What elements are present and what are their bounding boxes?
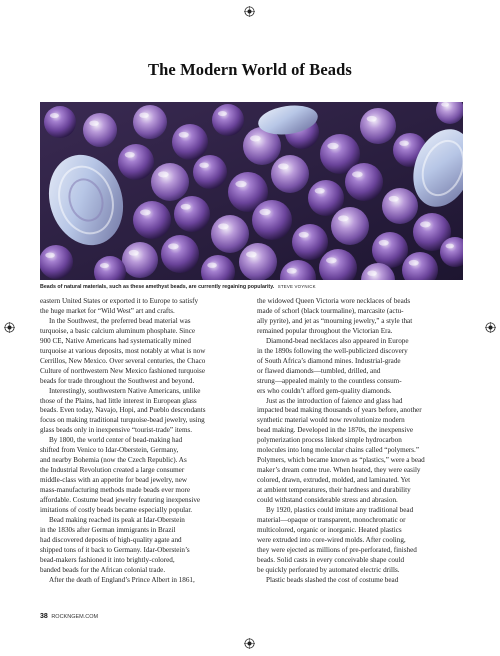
- body-text-line: maker’s dream come true. When heated, they were easily: [257, 466, 421, 475]
- body-text-line: 900 CE, Native Americans had systematically mined: [40, 336, 191, 345]
- registration-mark-icon: [485, 322, 496, 333]
- body-text-line: the huge market for “Wild West” art and crafts.: [40, 306, 175, 315]
- bead-highlight: [420, 221, 431, 227]
- amethyst-bead: [382, 188, 418, 224]
- body-text-line: in the 1890s following the well-publicized discovery: [257, 346, 408, 355]
- body-text-line: imitations of costly beads became especially popular.: [40, 506, 193, 515]
- bead-highlight: [129, 250, 139, 256]
- body-text-line: impacted bead making thousands of years before, another: [257, 406, 422, 415]
- bead-highlight: [218, 223, 229, 229]
- bead-highlight: [326, 257, 337, 263]
- bead-highlight: [259, 209, 270, 215]
- bead-highlight: [367, 270, 377, 275]
- bead-highlight: [327, 143, 338, 149]
- bead-highlight: [367, 116, 377, 122]
- body-text-line: By 1920, plastics could imitate any traditional bead: [266, 506, 414, 515]
- bead-highlight: [338, 215, 349, 221]
- amethyst-bead: [271, 155, 309, 193]
- amethyst-bead: [122, 242, 158, 278]
- body-text-line: polymerization process linked simple hydrocarbon: [257, 436, 402, 445]
- bead-highlight: [100, 263, 109, 268]
- body-text-line: eastern United States or exported it to Europe to satisfy: [40, 297, 199, 305]
- page-footer: [40, 613, 98, 620]
- body-text-line: and nearby Bohemia (now the Czech Republic). As: [40, 456, 187, 465]
- body-text-line: be quickly perforated by automated electric drills.: [257, 565, 400, 574]
- amethyst-bead: [360, 108, 396, 144]
- page-number: 38: [40, 613, 48, 620]
- bead-highlight: [446, 244, 454, 249]
- body-text-line: glass beads only in inexpensive “tourist-trade” items.: [40, 426, 193, 435]
- amethyst-bead: [40, 245, 73, 279]
- amethyst-bead: [345, 163, 383, 201]
- body-text-line: the widowed Queen Victoria wore necklaces of beads: [257, 297, 411, 305]
- body-text-line: ally pyrite), and jet as “mourning jewelry,” a style that: [257, 316, 413, 325]
- bead-highlight: [399, 140, 409, 145]
- bead-highlight: [278, 163, 289, 169]
- body-text-line: ers who couldn’t afford gem-quality diamonds.: [257, 386, 392, 395]
- body-text-line: strung—appealed mainly to the countless consum-: [257, 376, 402, 385]
- bead-highlight: [441, 102, 449, 106]
- bead-highlight: [287, 268, 297, 274]
- bead-highlight: [409, 260, 419, 266]
- body-text-line: molecules into long molecular chains called “polymers.”: [257, 446, 419, 455]
- body-text-line: Bead making reached its peak at Idar-Oberstein: [49, 515, 185, 524]
- amethyst-bead: [133, 105, 167, 139]
- body-text-line: bead-makers fashioned it into brightly-colored,: [40, 555, 175, 564]
- body-text-line: Just as the introduction of faience and glass had: [266, 396, 403, 405]
- bead-highlight: [315, 188, 325, 194]
- body-text-line: shifted from Venice to Idar-Oberstein, Germany,: [40, 446, 179, 455]
- body-text-line: they were ejected as millions of pre-perforated, finished: [257, 545, 417, 554]
- body-text-line: shipped tons of it back to Germany. Idar-Oberstein’s: [40, 545, 190, 554]
- amethyst-beads-photo: [40, 102, 463, 280]
- body-text-line: remained popular throughout the Victorian Era.: [257, 326, 393, 335]
- body-text-line: beads for trade throughout the Southwest and beyond.: [40, 376, 195, 385]
- amethyst-bead: [193, 155, 227, 189]
- registration-mark-icon: [244, 6, 255, 17]
- body-text-line: Culture of northwestern New Mexico fashioned turquoise: [40, 366, 205, 375]
- body-text-line: were extruded into core-wired molds. After cooling,: [257, 535, 406, 544]
- body-text-line: middle-class with an appetite for bead jewelry, new: [40, 476, 188, 485]
- body-text-line: or flawed diamonds—tumbled, drilled, and: [257, 366, 381, 375]
- amethyst-bead: [308, 180, 344, 216]
- bead-highlight: [140, 209, 151, 215]
- amethyst-bead: [133, 201, 171, 239]
- bead-highlight: [125, 152, 135, 158]
- amethyst-bead: [331, 207, 369, 245]
- bead-highlight: [379, 240, 389, 246]
- body-text-line: Cerrillos, New Mexico. Over several centuries, the Chaco: [40, 356, 206, 365]
- body-text-line: beads. Even today, Navajo, Hopi, and Pueblo descendants: [40, 406, 206, 415]
- site-url: ROCKNGEM.COM: [51, 614, 99, 620]
- bead-highlight: [246, 251, 257, 257]
- bead-highlight: [139, 112, 149, 117]
- body-text-line: made of schorl (black tourmaline), marcasite (actu-: [257, 306, 404, 315]
- article-column-left: [40, 297, 245, 586]
- body-text-line: bead making. Developed in the 1870s, the inexpensive: [257, 426, 414, 435]
- photo-credit: STEVE VOYNICK: [277, 284, 316, 289]
- amethyst-bead: [118, 144, 154, 180]
- body-text-line: Diamond-bead necklaces also appeared in Europe: [266, 336, 409, 345]
- body-text-line: After the death of England’s Prince Albert in 1861,: [49, 575, 195, 584]
- body-text-line: focus on making traditional turquoise-bead jewelry, using: [40, 416, 205, 425]
- amethyst-bead: [172, 124, 208, 160]
- body-text-line: Polymers, which became known as “plastics,” were a bead: [257, 456, 425, 465]
- amethyst-bead: [83, 113, 117, 147]
- body-text-line: synthetic material would now revolutionize modern: [257, 416, 405, 425]
- body-text-line: multicolored, organic or inorganic. Heated plastics: [257, 525, 402, 534]
- amethyst-bead: [174, 196, 210, 232]
- body-text-line: at ambient temperatures, their hardness and durability: [257, 486, 411, 495]
- bead-highlight: [250, 135, 261, 141]
- bead-highlight: [45, 252, 55, 257]
- bead-highlight: [299, 232, 309, 238]
- body-text-line: could withstand considerable stress and abrasion.: [257, 496, 398, 505]
- bead-highlight: [207, 262, 217, 267]
- amethyst-bead: [151, 163, 189, 201]
- article-column-right: [257, 297, 462, 586]
- amethyst-bead: [44, 106, 76, 138]
- amethyst-bead: [239, 243, 277, 280]
- body-text-line: In the Southwest, the preferred bead material was: [49, 316, 191, 325]
- bead-highlight: [235, 181, 246, 187]
- amethyst-bead: [211, 215, 249, 253]
- body-text-line: By 1800, the world center of bead-making had: [49, 436, 183, 445]
- amethyst-bead: [292, 224, 328, 260]
- bead-highlight: [179, 132, 189, 138]
- body-text-line: in the 1830s after German immigrants in Brazil: [40, 525, 176, 534]
- body-text-line: of South Africa’s diamond mines. Industrial-grade: [257, 356, 401, 365]
- bead-highlight: [158, 171, 169, 177]
- body-text-line: mass-manufacturing methods made beads ever more: [40, 486, 191, 495]
- amethyst-bead: [252, 200, 292, 240]
- bead-highlight: [218, 111, 227, 116]
- body-text-line: colored, drawn, extruded, molded, and laminated. Yet: [257, 476, 411, 485]
- body-text-line: Interestingly, southwestern Native Americans, unlike: [49, 386, 201, 395]
- bead-highlight: [352, 171, 363, 177]
- bead-highlight: [168, 243, 179, 249]
- body-text-line: those of the Plains, had little interest in European glass: [40, 396, 197, 405]
- bead-highlight: [199, 162, 209, 167]
- caption-text: Beads of natural materials, such as these amethyst beads, are currently regaining popularity.: [40, 284, 275, 290]
- article-title: The Modern World of Beads: [148, 60, 352, 79]
- bead-highlight: [50, 113, 59, 118]
- body-text-line: turquoise at various deposits, most notably at what is now: [40, 346, 206, 355]
- bead-highlight: [389, 196, 399, 202]
- body-text-line: beads. Solid casts in every conceivable shape could: [257, 555, 405, 564]
- body-text-line: Plastic beads slashed the cost of costume bead: [266, 575, 399, 584]
- body-text-line: turquoise, a basic calcium aluminum phosphate. Since: [40, 326, 196, 335]
- body-text-line: had discovered deposits of high-quality agate and: [40, 535, 182, 544]
- registration-mark-icon: [244, 638, 255, 649]
- amethyst-bead: [212, 104, 244, 136]
- amethyst-bead: [161, 235, 199, 273]
- body-text-line: banded beads for the African colonial trade.: [40, 565, 166, 574]
- bead-highlight: [89, 120, 99, 125]
- bead-highlight: [181, 204, 191, 210]
- body-text-line: material—opaque or transparent, monochromatic or: [257, 515, 406, 524]
- body-text-line: affordable. Costume bead jewelry featuring inexpensive: [40, 496, 201, 505]
- photo-caption: [40, 284, 463, 290]
- body-text-line: the Industrial Revolution created a large consumer: [40, 466, 185, 475]
- registration-mark-icon: [4, 322, 15, 333]
- amethyst-bead: [372, 232, 408, 268]
